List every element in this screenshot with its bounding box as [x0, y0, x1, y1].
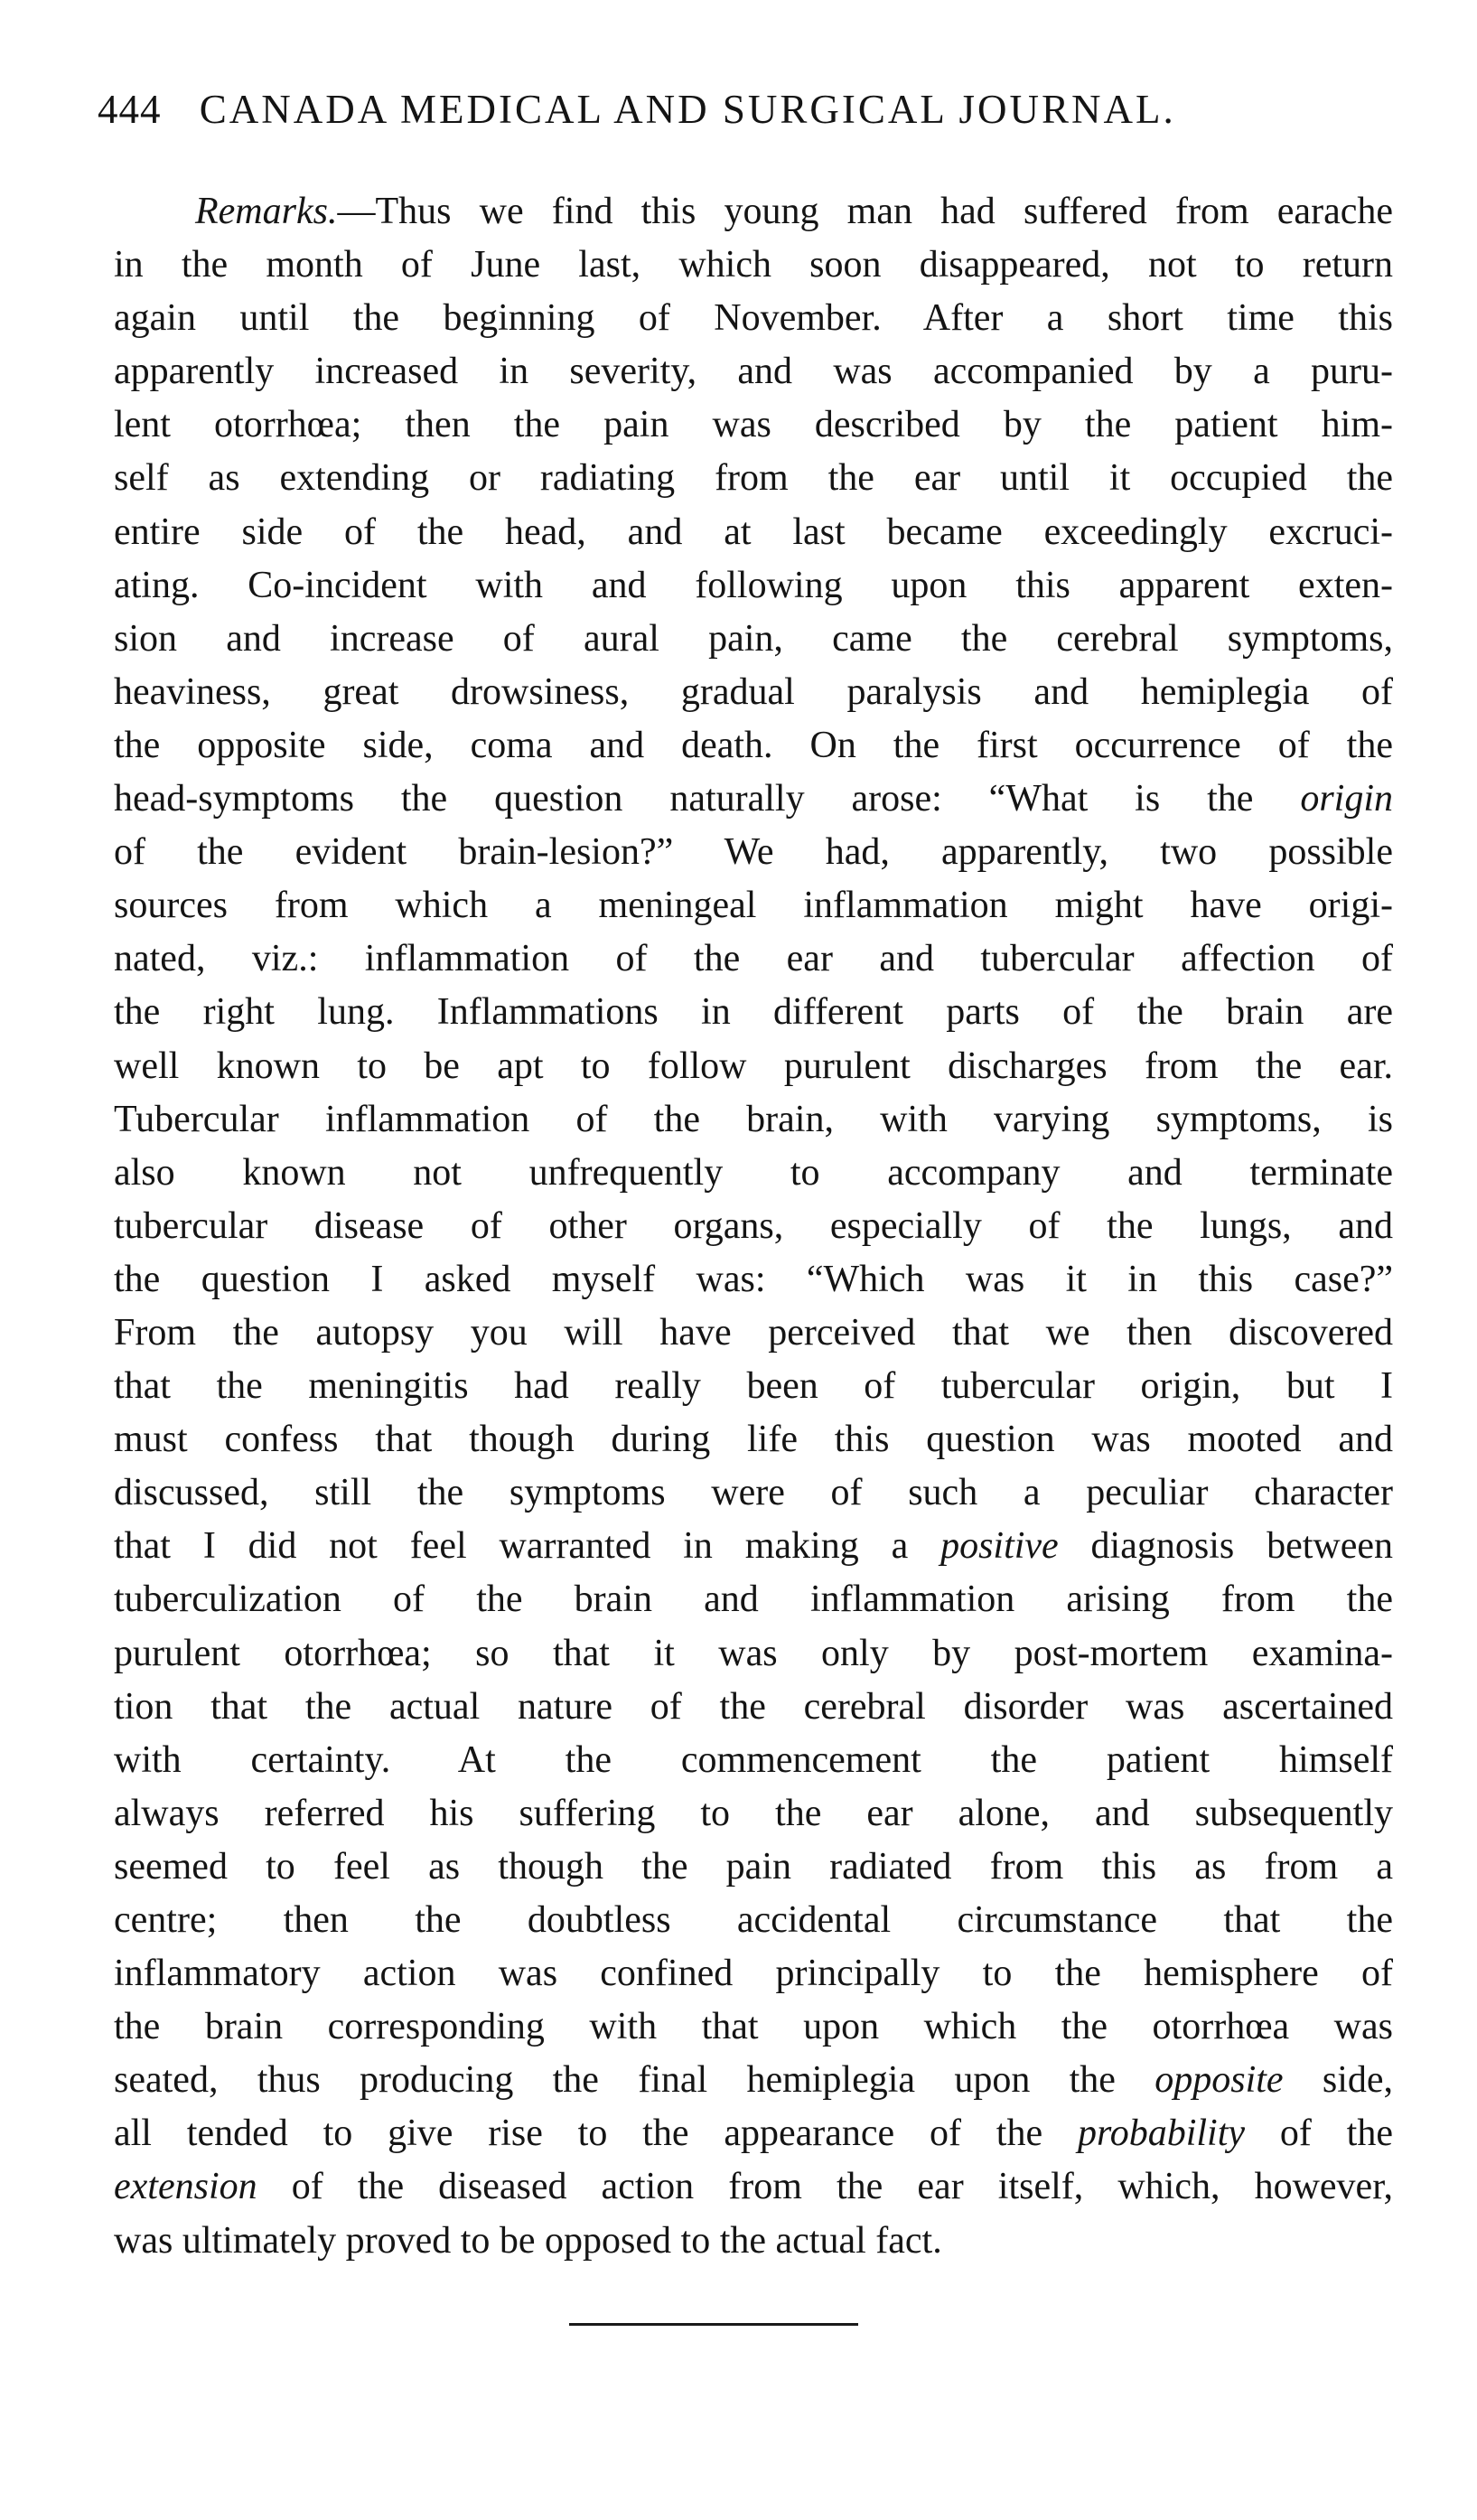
article-body	[114, 185, 1393, 2268]
text-line: that I did not feel warranted in making a positive diagnosis between	[114, 1525, 1393, 1568]
text-line: well known to be apt to follow purulent discharges from the ear.	[114, 1045, 1393, 1087]
page-header	[98, 78, 1398, 141]
section-end-rule	[569, 2323, 858, 2326]
text-line-last: was ultimately proved to be opposed to the actual fact.	[114, 2219, 942, 2262]
text-line: seated, thus producing the final hemiplegia upon the opposite side,	[114, 2059, 1394, 2102]
text-line: tuberculization of the brain and inflammation arising from the	[114, 1579, 1393, 1621]
text-line: the opposite side, coma and death. On the first occurrence of the	[114, 724, 1393, 766]
text-line: discussed, still the symptoms were of such a peculiar character	[114, 1472, 1393, 1514]
text-line: nated, viz.: inflammation of the ear and tubercular affection of	[114, 938, 1393, 980]
text-line: again until the beginning of November. After a short time this	[114, 297, 1393, 340]
text-line: centre; then the doubtless accidental circumstance that the	[114, 1899, 1393, 1941]
text-line: lent otorrhœa; then the pain was described by the patient him-	[114, 404, 1393, 446]
text-line: must confess that though during life this question was mooted and	[114, 1419, 1393, 1461]
text-line: the right lung. Inflammations in different parts of the brain are	[114, 991, 1393, 1034]
text-line: always referred his suffering to the ear alone, and subsequently	[114, 1792, 1393, 1834]
text-line: purulent otorrhœa; so that it was only by post-mortem examina-	[114, 1632, 1393, 1674]
text-line: Remarks.—Thus we find this young man had suffered from earache	[195, 191, 1393, 232]
text-line: ating. Co-incident with and following upon this apparent exten-	[114, 564, 1393, 606]
text-line: head-symptoms the question naturally arose: “What is the origin	[114, 778, 1393, 820]
text-line: of the evident brain-lesion?” We had, apparently, two possible	[114, 831, 1393, 874]
text-line: inflammatory action was confined principally to the hemisphere of	[114, 1953, 1393, 1995]
page-number: 444	[98, 87, 162, 132]
text-line: with certainty. At the commencement the patient himself	[114, 1738, 1393, 1781]
text-line: self as extending or radiating from the ear until it occupied the	[114, 457, 1393, 500]
text-line: tubercular disease of other organs, especially of the lungs, and	[114, 1204, 1393, 1247]
text-line: extension of the diseased action from the ear itself, which, however,	[114, 2166, 1393, 2208]
text-line: seemed to feel as though the pain radiated from this as from a	[114, 1845, 1393, 1888]
running-head-title: CANADA MEDICAL AND SURGICAL JOURNAL.	[199, 87, 1176, 132]
text-line: the brain corresponding with that upon which the otorrhœa was	[114, 2006, 1393, 2048]
text-line: apparently increased in severity, and was accompanied by a puru-	[114, 351, 1393, 393]
text-line: From the autopsy you will have perceived that we then discovered	[114, 1311, 1393, 1354]
text-line: the question I asked myself was: “Which was it in this case?”	[114, 1258, 1393, 1300]
text-line: also known not unfrequently to accompany and terminate	[114, 1151, 1393, 1194]
text-line: entire side of the head, and at last became exceedingly excruci-	[114, 511, 1393, 553]
text-line: that the meningitis had really been of tubercular origin, but I	[114, 1365, 1393, 1408]
text-line: sources from which a meningeal inflammation might have origi-	[114, 885, 1393, 927]
text-line: Tubercular inflammation of the brain, with varying symptoms, is	[114, 1098, 1393, 1140]
text-line: in the month of June last, which soon disappeared, not to return	[114, 244, 1393, 286]
text-line: sion and increase of aural pain, came the cerebral symptoms,	[114, 617, 1393, 660]
text-line: heaviness, great drowsiness, gradual paralysis and hemiplegia of	[114, 670, 1393, 713]
text-line: all tended to give rise to the appearance of the probability of the	[114, 2112, 1393, 2155]
text-line: tion that the actual nature of the cerebral disorder was ascertained	[114, 1685, 1393, 1728]
